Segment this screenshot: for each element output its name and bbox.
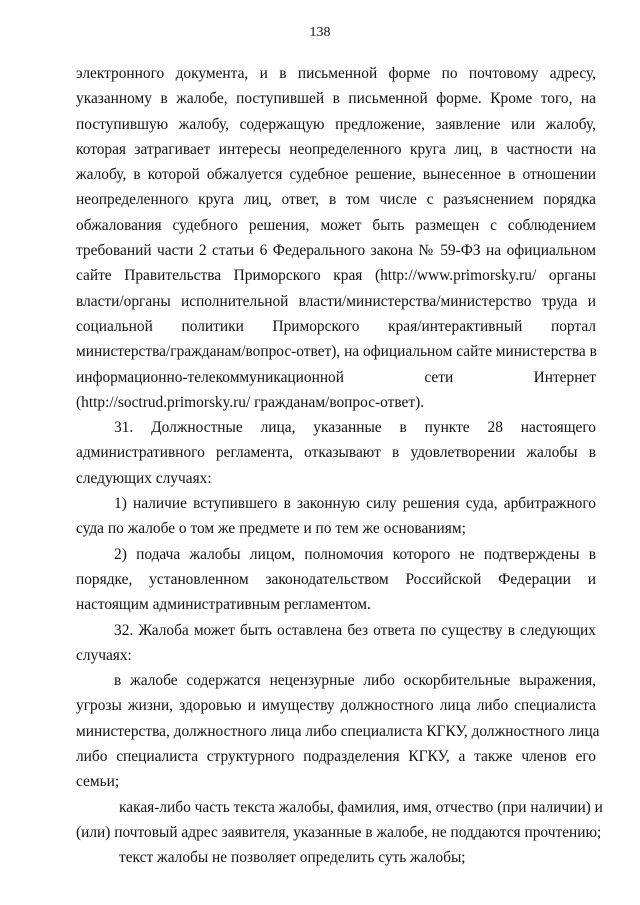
text-line: 1) наличие вступившего в законную силу решения суда, арбитражного bbox=[114, 495, 596, 513]
text-line: случаях: bbox=[76, 646, 132, 664]
text-line: угрозы жизни, здоровью и имуществу должностного лица либо специалиста bbox=[76, 697, 596, 715]
text-line: следующих случаях: bbox=[76, 469, 212, 487]
text-line: жалобу, в которой обжалуется судебное решение, вынесенное в отношении bbox=[76, 166, 596, 184]
text-line: 32. Жалоба может быть оставлена без ответа по существу в следующих bbox=[114, 621, 596, 639]
text-line: семьи; bbox=[76, 773, 120, 791]
text-line: какая-либо часть текста жалобы, фамилия, имя, отчество (при наличии) и bbox=[119, 798, 603, 816]
document-body-text bbox=[76, 61, 603, 871]
page-number: 138 bbox=[309, 25, 331, 40]
text-line: (http://soctrud.primorsky.ru/ гражданам/вопрос-ответ). bbox=[76, 393, 425, 411]
text-line: министерства, должностного лица либо специалиста КГКУ, должностного лица bbox=[76, 722, 600, 740]
text-line: настоящим административным регламентом. bbox=[76, 596, 371, 614]
text-line: указанному в жалобе, поступившей в письменной форме. Кроме того, на bbox=[76, 90, 596, 108]
text-line: административного регламента, отказывают в удовлетворении жалобы в bbox=[76, 444, 596, 462]
text-line: порядке, установленном законодательством Российской Федерации и bbox=[76, 570, 596, 588]
text-line: министерства/гражданам/вопрос-ответ), на официальном сайте министерства в bbox=[76, 343, 597, 361]
text-line: поступившую жалобу, содержащую предложение, заявление или жалобу, bbox=[76, 115, 596, 133]
text-line: которая затрагивает интересы неопределенного круга лиц, в частности на bbox=[76, 140, 596, 158]
text-line: неопределенного круга лиц, ответ, в том числе с разъяснением порядка bbox=[76, 191, 596, 209]
text-line: власти/органы исполнительной власти/министерства/министерство труда и bbox=[76, 292, 596, 310]
text-line: 31. Должностные лица, указанные в пункте 28 настоящего bbox=[114, 419, 596, 437]
text-line: текст жалобы не позволяет определить суть жалобы; bbox=[119, 849, 466, 867]
text-line: требований части 2 статьи 6 Федерального закона № 59-ФЗ на официальном bbox=[76, 242, 596, 260]
text-line: в жалобе содержатся нецензурные либо оскорбительные выражения, bbox=[114, 672, 596, 690]
text-line: (или) почтовый адрес заявителя, указанные в жалобе, не поддаются прочтению; bbox=[76, 823, 602, 841]
text-line: социальной политики Приморского края/интерактивный портал bbox=[76, 317, 596, 335]
text-line: сайте Правительства Приморского края (http://www.primorsky.ru/ органы bbox=[76, 267, 596, 285]
text-line: либо специалиста структурного подразделения КГКУ, а также членов его bbox=[76, 748, 596, 766]
text-line: суда по жалобе о том же предмете и по тем же основаниям; bbox=[76, 520, 466, 538]
text-line: 2) подача жалобы лицом, полномочия которого не подтверждены в bbox=[114, 545, 596, 563]
text-line: информационно-телекоммуникационной сети Интернет bbox=[76, 368, 596, 386]
text-line: обжалования судебного решения, может быть размещен с соблюдением bbox=[76, 216, 596, 234]
text-line: электронного документа, и в письменной форме по почтовому адресу, bbox=[76, 65, 596, 82]
